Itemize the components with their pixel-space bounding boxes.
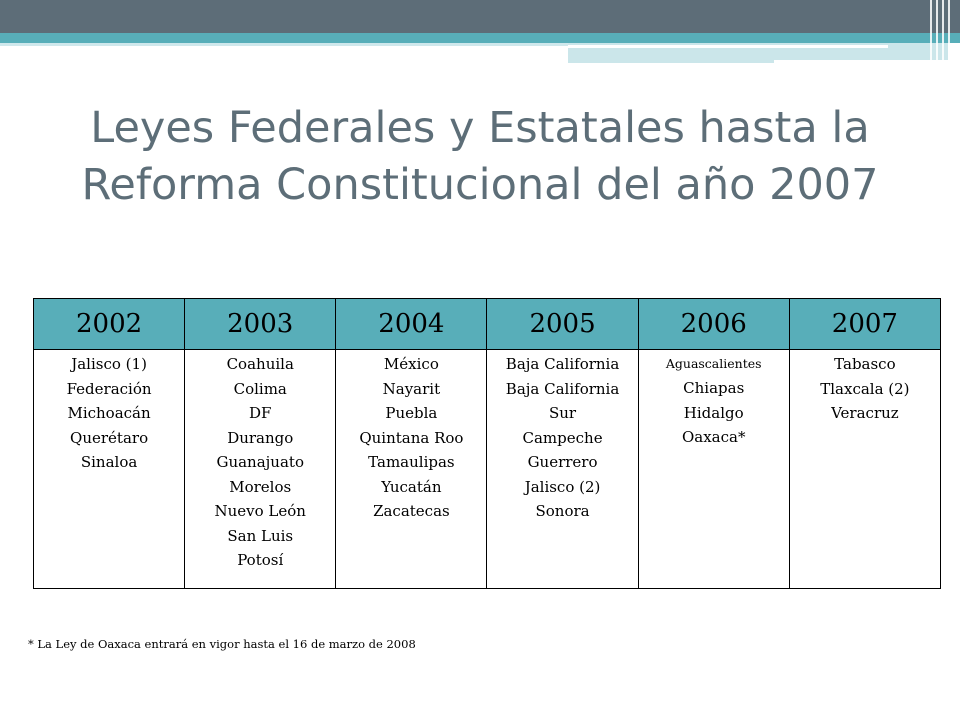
state-entry: Baja California [505, 379, 620, 398]
state-entry: Colima [233, 379, 287, 398]
state-entry: Zacatecas [373, 502, 450, 520]
state-entry: Federación [66, 379, 152, 398]
states-cell-2004 [336, 350, 487, 589]
states-cell-2005 [487, 350, 638, 589]
state-entry: Baja California [505, 355, 620, 373]
state-entry: Nayarit [382, 379, 441, 398]
state-entry: Tlaxcala (2) [820, 379, 910, 398]
states-cell-2007 [789, 350, 940, 589]
year-header-2005: 2005 [487, 299, 638, 350]
state-entry: Chiapas [683, 379, 745, 397]
footnote: * La Ley de Oaxaca entrará en vigor hasta el 16 de marzo de 2008 [28, 637, 416, 651]
header-edge-line [942, 0, 944, 64]
year-header-2004: 2004 [336, 299, 487, 350]
state-entry: México [383, 355, 439, 373]
year-header-2002: 2002 [34, 299, 185, 350]
state-entry: Guerrero [527, 453, 598, 471]
state-entry: Durango [227, 428, 294, 447]
state-entry: Coahuila [226, 355, 294, 373]
header-white-line [568, 45, 888, 48]
state-entry: Puebla [385, 404, 438, 422]
header-edge-line [930, 0, 932, 64]
header-edge-line [936, 0, 938, 64]
year-header-2003: 2003 [185, 299, 336, 350]
state-entry: DF [249, 404, 272, 422]
states-cell-2006 [638, 350, 789, 589]
state-entry: Hidalgo [683, 403, 744, 422]
state-entry: Yucatán [381, 477, 442, 496]
year-header-2006: 2006 [638, 299, 789, 350]
header-teal-strip [0, 33, 960, 43]
state-entry: Guanajuato [216, 453, 304, 471]
slide-title [0, 100, 960, 214]
state-entry: Sur [548, 404, 577, 422]
states-row [34, 350, 941, 589]
state-entry: Jalisco (2) [524, 477, 601, 496]
state-entry: Querétaro [70, 428, 149, 447]
state-entry: Tabasco [834, 355, 896, 373]
state-entry: Tamaulipas [368, 453, 455, 471]
state-entry: Aguascalientes [665, 356, 762, 371]
state-entry: Veracruz [831, 404, 899, 422]
laws-by-year-table [33, 298, 941, 589]
year-header-2007: 2007 [789, 299, 940, 350]
state-entry: Nuevo León [214, 502, 306, 520]
state-entry: Quintana Roo [359, 428, 464, 447]
header-pale-line [0, 43, 568, 46]
state-entry: Oaxaca* [681, 428, 746, 446]
header-band [0, 0, 960, 33]
state-entry: Campeche [522, 428, 603, 447]
state-entry: Jalisco (1) [71, 355, 147, 373]
state-entry: Morelos [229, 477, 292, 496]
slide-title-line-2: Reforma Constitucional del año 2007 [81, 160, 879, 210]
header-edge-line [948, 0, 950, 64]
state-entry: Potosí [237, 551, 284, 569]
state-entry: San Luis [227, 526, 294, 545]
state-entry: Sonora [535, 502, 590, 520]
state-entry: Michoacán [67, 404, 151, 422]
year-header-row [34, 299, 941, 350]
states-cell-2003 [185, 350, 336, 589]
state-entry: Sinaloa [80, 453, 138, 471]
header-white-line-lower [774, 60, 948, 64]
slide-title-line-1: Leyes Federales y Estatales hasta la [90, 103, 870, 153]
states-cell-2002 [34, 350, 185, 589]
